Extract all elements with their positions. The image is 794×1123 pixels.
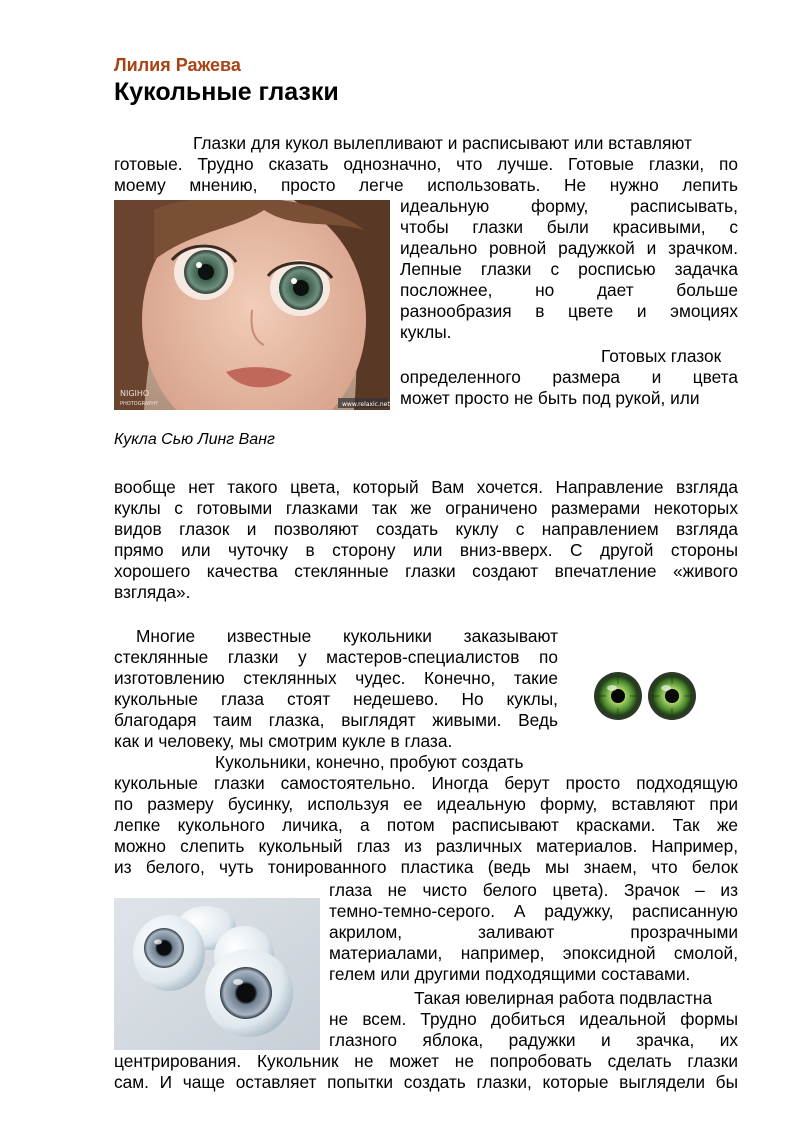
author-name: Лилия Ражева — [114, 55, 241, 75]
paragraph-line: кукольные глазки самостоятельно. Иногда берут просто подходящую — [114, 773, 738, 793]
paragraph-line: взгляда». — [114, 582, 191, 602]
paragraph-line: благодаря таим глазка, выглядят живыми. Ведь — [114, 710, 558, 730]
watermark-left-sub: PHOTOGRAPHY — [120, 401, 159, 407]
paragraph-line: сам. И чаще оставляет попытки создать глазки, которые выглядели бы — [114, 1072, 738, 1092]
paragraph-line: глаза не чисто белого цвета). Зрачок – из — [329, 880, 738, 900]
paragraph-line: Кукольники, конечно, пробуют создать — [215, 752, 524, 772]
paragraph-line: определенного размера и цвета — [400, 367, 738, 387]
paragraph-line: гелем или другими подходящими составами. — [329, 964, 691, 984]
green-glass-eyes-photo — [570, 630, 718, 762]
paragraph-line: куклы. — [400, 322, 452, 342]
paragraph-line: Лепные глазки с росписью задачка — [400, 259, 738, 279]
paragraph-line: вообще нет такого цвета, который Вам хочется. Направление взгляда — [114, 477, 738, 497]
paragraph-line: моему мнению, просто легче использовать. Не нужно лепить — [114, 175, 738, 195]
paragraph-line: кукольные глаза стоят недешево. Но куклы, — [114, 689, 558, 709]
paragraph-line: можно слепить кукольный глаз из различных материалов. Например, — [114, 836, 738, 856]
paragraph-line: хорошего качества стеклянные глазки создают впечатление «живого — [114, 561, 738, 581]
paragraph-line: Такая ювелирная работа подвластна — [414, 988, 713, 1008]
paragraph-line: Глазки для кукол вылепливают и расписывают или вставляют — [193, 133, 692, 153]
paragraph-line: стеклянные глазки у мастеров-специалистов по — [114, 647, 558, 667]
doll-photo — [114, 200, 390, 410]
paragraph-line: идеальную форму, расписывать, — [400, 196, 738, 216]
paragraph-line: из белого, чуть тонированного пластика (ведь мы знаем, что белок — [114, 857, 738, 877]
paragraph-line: лепке кукольного личика, а потом расписывают красками. Так же — [114, 815, 738, 835]
article-title: Кукольные глазки — [114, 78, 339, 106]
paragraph-line: по размеру бусинку, используя ее идеальную форму, вставляют при — [114, 794, 738, 814]
paragraph-line: не всем. Трудно добиться идеальной формы — [329, 1009, 738, 1029]
watermark-right: www.relaxic.net — [342, 401, 390, 408]
paragraph-line: готовые. Трудно сказать однозначно, что лучше. Готовые глазки, по — [114, 154, 738, 174]
watermark-left: NIGIHO — [120, 389, 150, 398]
paragraph-line: Готовых глазок — [601, 346, 722, 366]
photo-caption: Кукла Сью Линг Ванг — [114, 431, 275, 448]
paragraph-line: Многие известные кукольники заказывают — [136, 626, 558, 646]
paragraph-line: центрирования. Кукольник не может не попробовать сделать глазки — [114, 1051, 738, 1071]
paragraph-line: прямо или чуточку в сторону или вниз-вверх. С другой стороны — [114, 540, 738, 560]
paragraph-line: материалами, например, эпоксидной смолой, — [329, 943, 738, 963]
glass-eyeballs-photo — [114, 898, 320, 1050]
paragraph-line: изготовлению стеклянных чудес. Конечно, такие — [114, 668, 558, 688]
paragraph-line: как и человеку, мы смотрим кукле в глаза. — [114, 731, 453, 751]
paragraph-line: темно-темно-серого. А радужку, расписанную — [329, 901, 738, 921]
paragraph-line: посложнее, но дает больше — [400, 280, 738, 300]
paragraph-line: идеально ровной радужкой и зрачком. — [400, 238, 738, 258]
paragraph-line: чтобы глазки были красивыми, с — [400, 217, 738, 237]
paragraph-line: может просто не быть под рукой, или — [400, 388, 700, 408]
paragraph-line: куклы с готовыми глазками так же ограничено размерами некоторых — [114, 498, 738, 518]
paragraph-line: видов глазок и позволяют создать куклу с направлением взгляда — [114, 519, 738, 539]
paragraph-line: разнообразия в цвете и эмоциях — [400, 301, 738, 321]
paragraph-line: глазного яблока, радужки и зрачка, их — [329, 1030, 738, 1050]
paragraph-line: акрилом, заливают прозрачными — [329, 922, 738, 942]
